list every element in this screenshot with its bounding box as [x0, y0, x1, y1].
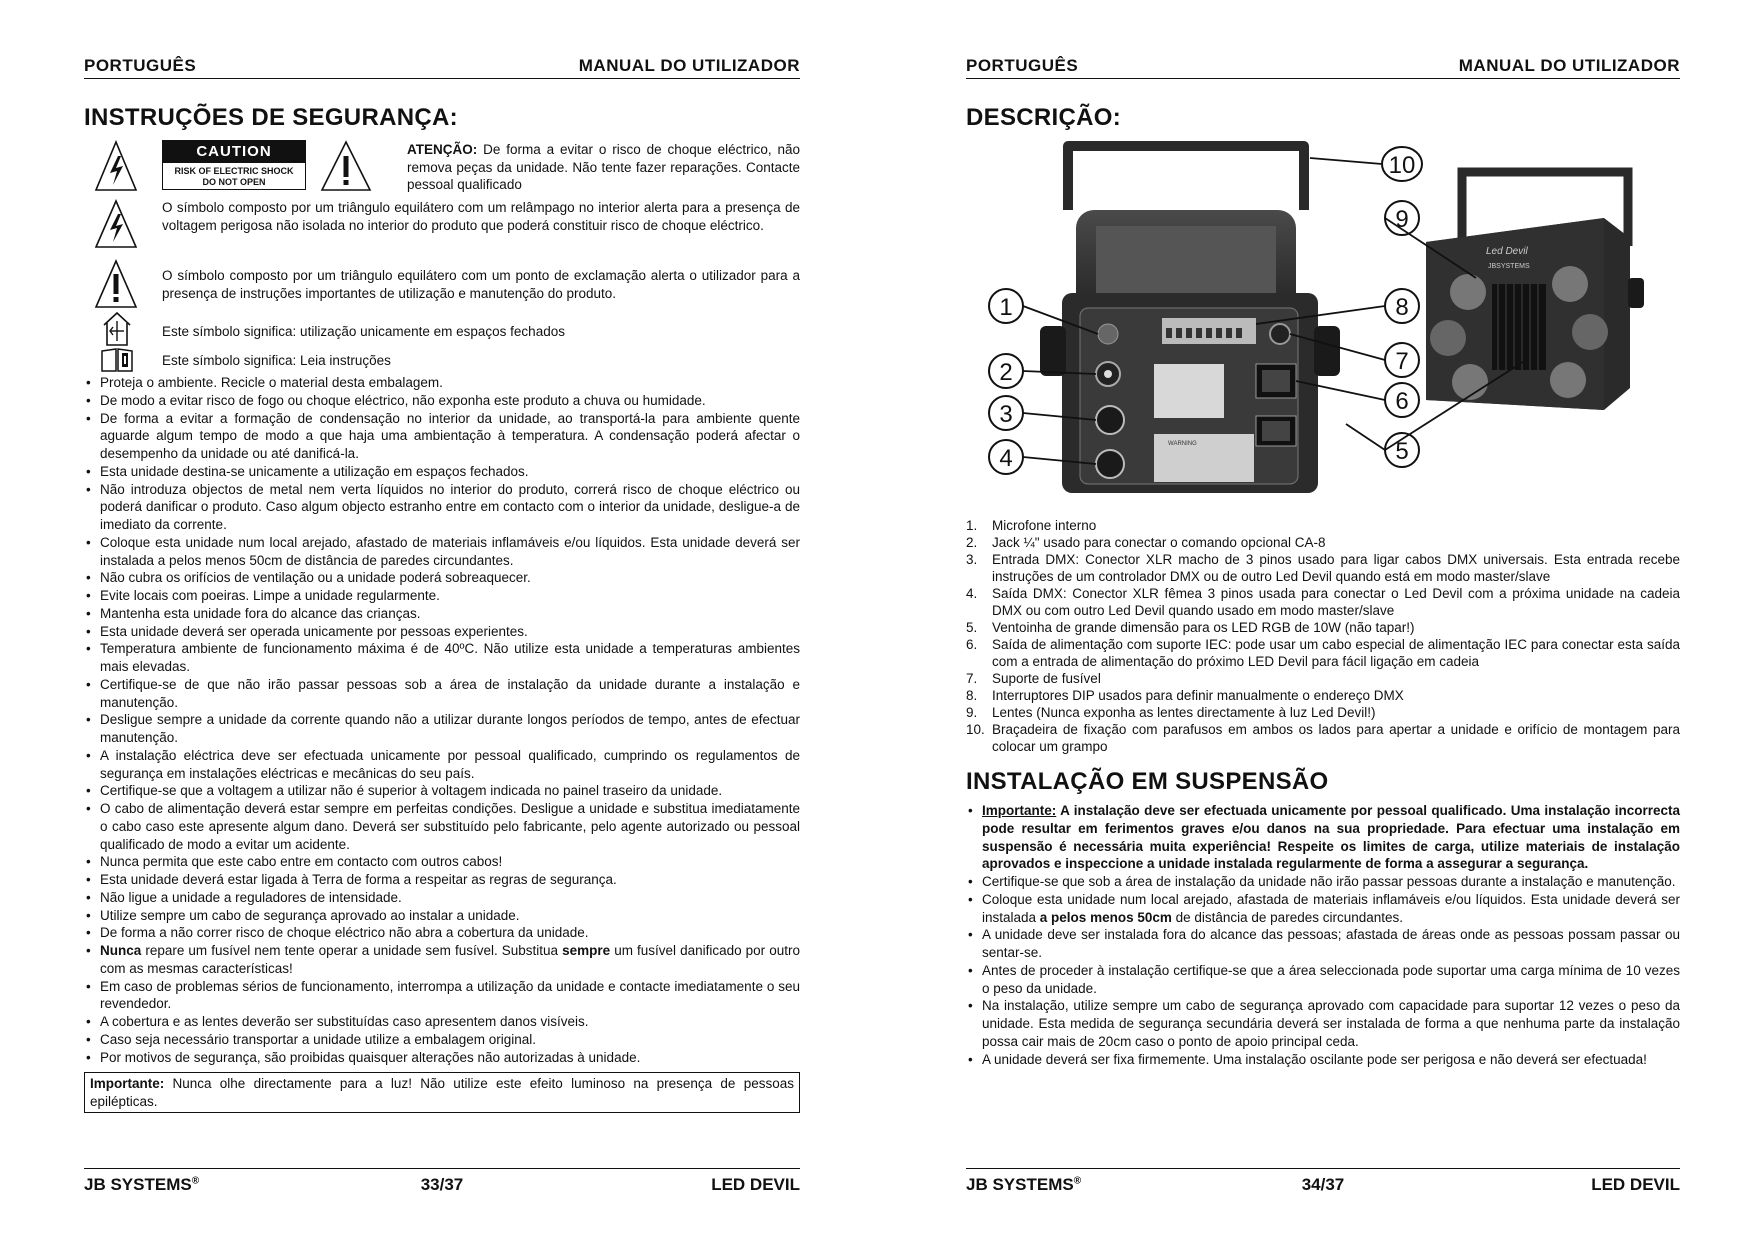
brand-logo-text: Led Devil	[1486, 246, 1528, 257]
install-b2c: de distância de paredes circundantes.	[1171, 909, 1404, 925]
caution-title: CAUTION	[163, 141, 305, 163]
read-instructions-icon	[100, 347, 134, 373]
list-item: • Nunca permita que este cabo entre em contacto com outros cabos!	[84, 853, 800, 871]
important-label: Importante:	[90, 1076, 165, 1091]
fuse-t2: um fusível danificado por outro com as mesmas características!	[100, 943, 800, 976]
callout-1: 1	[999, 294, 1013, 321]
list-item: • Esta unidade deverá ser operada unicamente por pessoas experientes.	[84, 623, 800, 641]
header-title: MANUAL DO UTILIZADOR	[578, 56, 800, 75]
warning-paragraph	[407, 141, 800, 194]
list-item: • Certifique-se que a voltagem a utilizar não é superior à voltagem indicada no painel traseiro da unidade.	[84, 782, 800, 800]
list-item: • Mantenha esta unidade fora do alcance das crianças.	[84, 605, 800, 623]
page-header	[84, 56, 800, 79]
safety-bullet-list	[84, 374, 800, 1066]
fuse-b1: Nunca	[100, 943, 142, 958]
warning-text: De forma a evitar o risco de choque eléctrico, não remova peças da unidade. Não tente fazer reparações. Contacte pessoal qualificado	[407, 142, 800, 192]
important-text: Nunca olhe directamente para a luz! Não utilize este efeito luminoso na presença de pessoas epilépticas.	[90, 1076, 794, 1109]
footer-reg: ®	[1073, 1175, 1082, 1187]
footer-product: LED DEVIL	[711, 1175, 800, 1194]
symbol-exclamation-text: O símbolo composto por um triângulo equilátero com um ponto de exclamação alerta o utilizador para a presença de instruções importantes de utilização e manutenção do produto.	[162, 268, 800, 301]
left-knob	[1040, 326, 1066, 376]
header-title: MANUAL DO UTILIZADOR	[1458, 56, 1680, 75]
page-footer	[84, 1168, 800, 1198]
install-important-label: Importante:	[982, 803, 1057, 818]
list-item	[966, 534, 1680, 551]
symbol-indoor-text: Este símbolo significa: utilização unicamente em espaços fechados	[162, 324, 565, 339]
item-text: Ventoinha de grande dimensão para os LED RGB de 10W (não tapar!)	[992, 620, 1415, 635]
exclamation-warning-icon	[320, 140, 372, 192]
list-item	[966, 687, 1680, 704]
callout-4: 4	[999, 445, 1013, 472]
list-item	[966, 636, 1680, 670]
symbol-lightning-text: O símbolo composto por um triângulo equilátero com um relâmpago no interior alerta para a presença de voltagem perigosa não isolada no interior do produto que poderá constituir risco de choque eléctrico.	[162, 200, 800, 233]
fuse-t1: repare um fusível nem tente operar a unidade sem fusível. Substitua	[141, 943, 563, 958]
exclamation-symbol-icon	[94, 259, 138, 309]
page-header	[966, 56, 1680, 79]
item-number: 8.	[966, 688, 978, 703]
item-text: Lentes (Nunca exponha as lentes directamente à luz Led Devil!)	[992, 705, 1376, 720]
footer-product: LED DEVIL	[1591, 1175, 1680, 1194]
item-text: Interruptores DIP usados para definir manualmente o endereço DMX	[992, 688, 1404, 703]
page-footer	[966, 1168, 1680, 1198]
warning-label: ATENÇÃO:	[407, 142, 478, 157]
list-item	[966, 585, 1680, 619]
dmx-output	[1096, 450, 1124, 478]
item-number: 1.	[966, 518, 978, 533]
callout-3: 3	[999, 401, 1013, 428]
list-item	[966, 802, 1680, 873]
list-item: • Temperatura ambiente de funcionamento máxima é de 40ºC. Não utilize esta unidade a temperaturas ambientes mais elevadas.	[84, 640, 800, 676]
item-number: 2.	[966, 535, 978, 550]
item-number: 3.	[966, 552, 978, 567]
footer-brand: JB SYSTEMS	[966, 1175, 1074, 1194]
list-item: • De forma a não correr risco de choque eléctrico não abra a cobertura da unidade.	[84, 924, 800, 942]
item-number: 6.	[966, 637, 978, 652]
footer-page-number: 34/37	[1301, 1175, 1345, 1194]
dmx-input	[1096, 406, 1124, 434]
list-item	[966, 704, 1680, 721]
left-page	[84, 0, 800, 1240]
list-item: • A cobertura e as lentes deverão ser substituídas caso apresentem danos visíveis.	[84, 1013, 800, 1031]
callout-2: 2	[999, 359, 1013, 386]
list-item: • De modo a evitar risco de fogo ou choque eléctrico, não exponha este produto a chuva ou humidade.	[84, 392, 800, 410]
list-item	[966, 670, 1680, 687]
list-item	[966, 619, 1680, 636]
list-item: • A unidade deve ser instalada fora do alcance das pessoas; afastada de áreas onde as pessoas possam passar ou sentar-se.	[966, 926, 1680, 962]
install-b2a: Coloque esta unidade num local arejado, afastada de materiais inflamáveis e/ou líquidos. Esta unidade deverá ser instalada	[982, 891, 1680, 925]
list-item	[84, 942, 800, 978]
install-important-text: A instalação deve ser efectuada unicamente por pessoal qualificado. Uma instalação incorrecta pode resultar em ferimentos graves e/ou danos na sua propriedade. Para efectuar uma instalação em suspensão é necessária muita experiência! Respeite os limites de carga, utilize materiais de instalação aprovados e inspeccione a unidade instalada regularmente de forma a assegurar a segurança.	[982, 803, 1680, 872]
list-item: • Não ligue a unidade a reguladores de intensidade.	[84, 889, 800, 907]
item-number: 7.	[966, 671, 978, 686]
list-item: • Evite locais com poeiras. Limpe a unidade regularmente.	[84, 587, 800, 605]
footer-reg: ®	[191, 1175, 200, 1187]
fuse-b2: sempre	[562, 943, 611, 958]
item-text: Braçadeira de fixação com parafusos em ambos os lados para apertar a unidade e orifício de montagem para colocar um grampo	[992, 722, 1680, 754]
item-text: Entrada DMX: Conector XLR macho de 3 pinos usado para ligar cabos DMX universais. Esta entrada recebe instruções de um controlador DMX ou de outro Led Devil quando está em modo master/slave	[992, 552, 1680, 584]
callout-5: 5	[1395, 438, 1409, 465]
caution-line1: RISK OF ELECTRIC SHOCK	[174, 166, 294, 176]
item-text: Suporte de fusível	[992, 671, 1101, 686]
list-item: • A unidade deverá ser fixa firmemente. Uma instalação oscilante pode ser perigosa e não deverá ser efectuada!	[966, 1051, 1680, 1069]
list-item: • Antes de proceder à instalação certifique-se que a área seleccionada pode suportar uma carga mínima de 10 vezes o peso da unidade.	[966, 962, 1680, 998]
installation-heading: INSTALAÇÃO EM SUSPENSÃO	[966, 768, 1329, 795]
indoor-use-icon	[102, 311, 132, 347]
list-item	[966, 721, 1680, 755]
list-item: • Em caso de problemas sérios de funcionamento, interrompa a utilização da unidade e contacte imediatamente o seu revendedor.	[84, 978, 800, 1014]
item-text: Saída DMX: Conector XLR fêmea 3 pinos usada para conectar o Led Devil com a próxima unidade na cadeia DMX ou com outro Led Devil quando usado em modo master/slave	[992, 586, 1680, 618]
description-list	[966, 517, 1680, 755]
item-number: 5.	[966, 620, 978, 635]
symbol-read-text: Este símbolo significa: Leia instruções	[162, 353, 391, 368]
warning-sticker-text: WARNING	[1168, 441, 1197, 447]
safety-heading: INSTRUÇÕES DE SEGURANÇA:	[84, 104, 458, 131]
footer-page-number: 33/37	[420, 1175, 464, 1194]
spec-label	[1154, 364, 1224, 418]
list-item	[966, 517, 1680, 534]
description-heading: DESCRIÇÃO:	[966, 104, 1122, 131]
lightning-warning-icon	[94, 140, 138, 192]
install-b2b: a pelos menos 50cm	[1039, 909, 1172, 925]
caution-label	[162, 140, 306, 190]
header-language: PORTUGUÊS	[966, 56, 1079, 75]
list-item	[966, 551, 1680, 585]
lightning-symbol-icon	[94, 199, 138, 249]
callout-6: 6	[1395, 388, 1409, 415]
item-text: Saída de alimentação com suporte IEC: pode usar um cabo especial de alimentação IEC para conectar esta saída com a entrada de alimentação do próximo LED Devil para fácil ligação em cadeia	[992, 637, 1680, 669]
item-text: Microfone interno	[992, 518, 1097, 533]
item-number: 4.	[966, 586, 978, 601]
list-item: • Proteja o ambiente. Recicle o material desta embalagem.	[84, 374, 800, 392]
important-notice-box	[84, 1072, 800, 1113]
list-item: • Certifique-se que sob a área de instalação da unidade não irão passar pessoas durante a instalação e manutenção.	[966, 873, 1680, 891]
list-item: • Coloque esta unidade num local arejado, afastado de materiais inflamáveis e/ou líquidos. Esta unidade deverá ser instalada a pelos menos 50cm de distância de paredes circundantes.	[84, 534, 800, 570]
list-item: • De forma a evitar a formação de condensação no interior da unidade, ao transportá-la para ambiente quente aguarde algum tempo de modo a que haja uma ambientação à temperatura. A condensação poderá afectar o desempenho da unidade ou até danificá-la.	[84, 410, 800, 463]
microphone	[1098, 324, 1118, 344]
list-item: • Esta unidade destina-se unicamente a utilização em espaços fechados.	[84, 463, 800, 481]
list-item: • Utilize sempre um cabo de segurança aprovado ao instalar a unidade.	[84, 907, 800, 925]
list-item: • Caso seja necessário transportar a unidade utilize a embalagem original.	[84, 1031, 800, 1049]
header-language: PORTUGUÊS	[84, 56, 197, 75]
item-number: 9.	[966, 705, 978, 720]
right-knob	[1314, 326, 1340, 376]
product-diagram	[986, 138, 1680, 505]
item-number: 10.	[966, 722, 985, 737]
list-item: • Desligue sempre a unidade da corrente quando não a utilizar durante longos períodos de tempo, antes de efectuar manutenção.	[84, 711, 800, 747]
list-item: • Não cubra os orifícios de ventilação ou a unidade poderá sobreaquecer.	[84, 569, 800, 587]
list-item	[966, 891, 1680, 927]
item-text: Jack ¼" usado para conectar o comando opcional CA-8	[992, 535, 1326, 550]
callout-10: 10	[1388, 152, 1416, 179]
list-item: • O cabo de alimentação deverá estar sempre em perfeitas condições. Desligue a unidade e substitua imediatamente o cabo caso este apresente algum dano. Deverá ser substituído pelo fabricante, pelo agente autorizado ou pessoal qualificado de modo a evitar um acidente.	[84, 800, 800, 853]
list-item: • Por motivos de segurança, são proibidas quaisquer alterações não autorizadas à unidade.	[84, 1049, 800, 1067]
list-item: • Não introduza objectos de metal nem verta líquidos no interior do produto, correrá risco de choque eléctrico ou poderá danificar o produto. Caso algum objecto estranho entre em contacto com o interior da unidade, desligue-a de imediato da corrente.	[84, 481, 800, 534]
fuse-holder	[1270, 324, 1290, 344]
footer-brand: JB SYSTEMS	[84, 1175, 192, 1194]
brand-maker-text: JBSYSTEMS	[1488, 263, 1530, 270]
list-item: • Certifique-se de que não irão passar pessoas sob a área de instalação da unidade durante a instalação e manutenção.	[84, 676, 800, 712]
callout-8: 8	[1395, 294, 1409, 321]
caution-line2: DO NOT OPEN	[202, 177, 266, 187]
callout-9: 9	[1395, 206, 1409, 233]
right-page	[966, 0, 1680, 1240]
installation-bullet-list	[966, 802, 1680, 1068]
list-item: • Na instalação, utilize sempre um cabo de segurança aprovado com capacidade para suportar 12 vezes o peso da unidade. Esta medida de segurança secundária deverá ser instalada de forma a que nenhuma parte da instalação possa cair mais de 20cm caso o ponto de apoio principal ceda.	[966, 997, 1680, 1050]
list-item: • A instalação eléctrica deve ser efectuada unicamente por pessoal qualificado, cumprindo os regulamentos de segurança em instalações eléctricas e mecânicas do seu país.	[84, 747, 800, 783]
callout-7: 7	[1395, 348, 1409, 375]
list-item: • Esta unidade deverá estar ligada à Terra de forma a respeitar as regras de segurança.	[84, 871, 800, 889]
